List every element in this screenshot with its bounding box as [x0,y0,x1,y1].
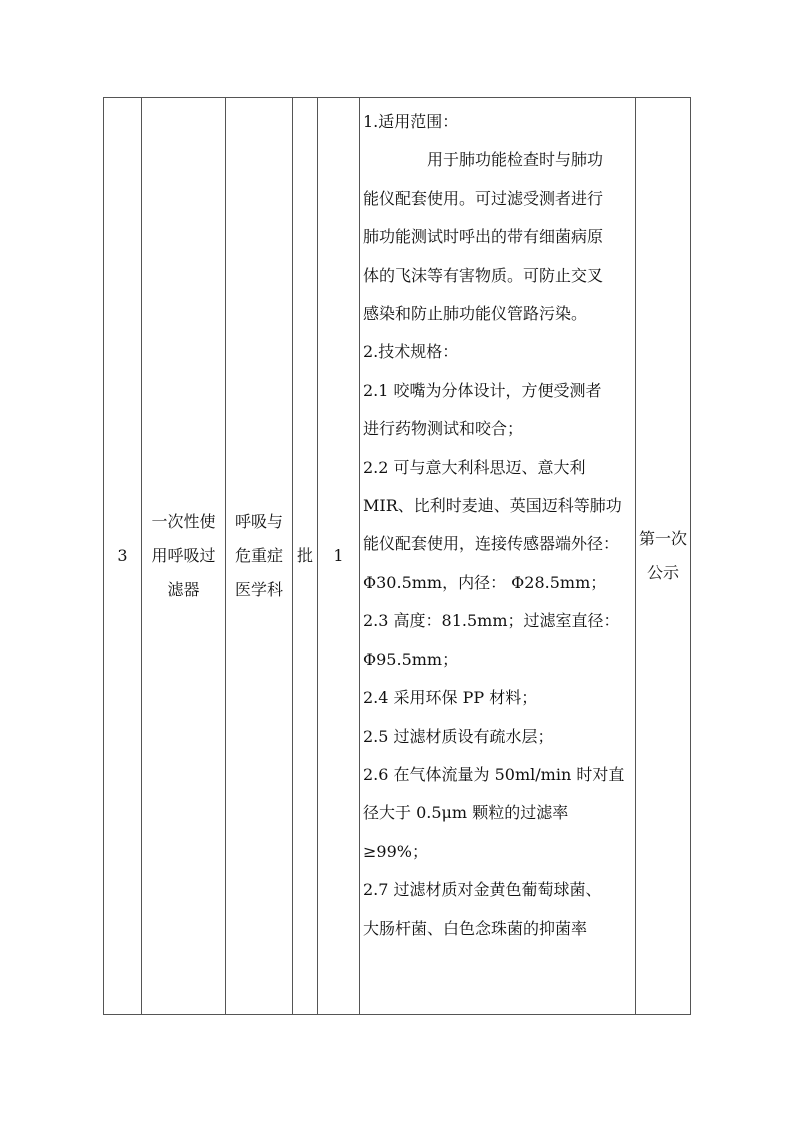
item-name-line-1: 一次性使 [151,512,216,531]
requirement-line: 2.4 采用环保 PP 材料； [363,688,538,708]
requirement-line: Φ30.5mm，内径： Φ28.5mm； [363,572,607,592]
quantity-value: 1 [333,546,344,565]
requirement-line: 2.3 高度：81.5mm；过滤室直径： [363,611,620,631]
requirement-line: 2.1 咬嘴为分体设计，方便受测者 [363,380,602,400]
requirement-line: 能仪配套使用，连接传感器端外径： [363,534,620,554]
requirement-line: 肺功能测试时呼出的带有细菌病原 [363,227,604,247]
requirement-line: ≥99%； [363,841,428,861]
unit-cell [293,98,318,1015]
requirement-line: 大肠杆菌、白色念珠菌的抑菌率 [363,918,588,938]
requirement-line: 2.2 可与意大利科思迈、意大利 [363,457,586,477]
quantity-cell [318,98,360,1015]
requirement-line: 进行药物测试和咬合； [363,419,524,439]
department-cell [226,98,293,1015]
requirement-line: 2.7 过滤材质对金黄色葡萄球菌、 [363,880,602,900]
requirement-line: 用于肺功能检查时与肺功 [427,150,604,170]
requirement-line: 2.技术规格： [363,342,459,362]
requirement-line: 径大于 0.5μm 颗粒的过滤率 [363,803,569,823]
requirement-line: MIR、比利时麦迪、英国迈科等肺功 [363,496,622,516]
requirement-line: Φ95.5mm； [363,649,459,669]
requirement-line: 能仪配套使用。可过滤受测者进行 [363,188,604,208]
department-line-3: 医学科 [234,580,283,599]
department-line-2: 危重症 [234,546,283,565]
row-index: 3 [117,546,128,565]
note-cell [636,98,691,1015]
requirement-line: 2.6 在气体流量为 50ml/min 时对直 [363,764,625,784]
procurement-table [103,97,691,1015]
item-name-cell [142,98,226,1015]
note-line-1: 第一次 [638,529,687,548]
item-name-line-2: 用呼吸过 [151,546,216,565]
unit-value: 批 [296,546,313,565]
requirement-line: 体的飞沫等有害物质。可防止交叉 [363,265,604,285]
item-name-line-3: 滤器 [167,580,200,599]
requirements-cell [360,98,636,1015]
requirement-line: 感染和防止肺功能仪管路污染。 [363,304,588,324]
table-row [104,98,691,1015]
row-index-cell [104,98,142,1015]
requirement-line: 1.适用范围： [363,112,459,131]
note-line-2: 公示 [646,563,679,582]
department-line-1: 呼吸与 [234,512,283,531]
requirement-line: 2.5 过滤材质设有疏水层； [363,726,554,746]
